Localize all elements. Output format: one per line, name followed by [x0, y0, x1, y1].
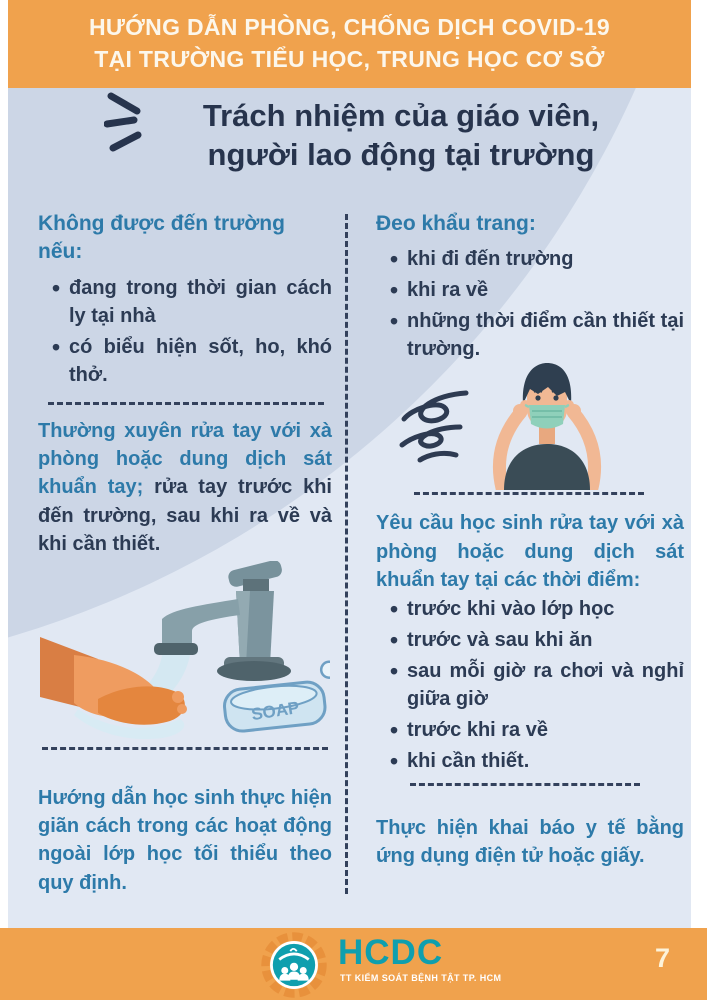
left-section2-rest: rửa tay trước khi đến trường, sau khi ra về và khi cần thiết. [38, 476, 332, 556]
right-column [376, 210, 684, 870]
right-section2-heading: Yêu cầu học sinh rửa tay với xà phòng hoặc dung dịch sát khuẩn tay tại các thời điểm: [376, 512, 684, 592]
shirt-graphic [504, 444, 590, 490]
header-line1: HƯỚNG DẪN PHÒNG, CHỐNG DỊCH COVID-19 [88, 14, 611, 41]
right-section3-paragraph: Thực hiện khai báo y tế bằng ứng dụng điện tử hoặc giấy. [376, 816, 684, 867]
dashed-divider [410, 783, 640, 786]
list-item: • có biểu hiện sốt, ho, khó thở. [52, 333, 332, 389]
hcdc-logo-text: HCDC [338, 933, 444, 972]
page-title [120, 96, 682, 174]
face-mask-graphic [525, 405, 569, 429]
left-section2-lead: Thường xuyên rửa tay với xà phòng hoặc dung dịch sát khuẩn tay; [38, 419, 332, 499]
list-item: • khi ra về [390, 276, 684, 304]
list-item: • sau mỗi giờ ra chơi và nghỉ giữa giờ [390, 657, 684, 713]
hcdc-logo [258, 930, 330, 1000]
page-title-line1: Trách nhiệm của giáo viên, [202, 98, 600, 133]
scribble-icon [394, 387, 478, 465]
left-section1-heading: Không được đến trường nếu: [38, 212, 285, 264]
list-item: • trước và sau khi ăn [390, 626, 684, 654]
list-item: • những thời điểm cần thiết tại trường. [390, 307, 684, 363]
list-item: • đang trong thời gian cách ly tại nhà [52, 274, 332, 330]
dashed-divider [48, 402, 324, 405]
soap-label: SOAP [249, 697, 301, 724]
header-banner [8, 0, 691, 88]
hcdc-logo-subtext: TT KIỂM SOÁT BỆNH TẬT TP. HCM [340, 973, 502, 983]
mask-person-illustration [486, 362, 608, 490]
right-section1-heading: Đeo khẩu trang: [376, 212, 536, 235]
left-column [38, 210, 332, 897]
dashed-divider [42, 747, 328, 750]
page-number: 7 [655, 943, 671, 973]
handwashing-illustration [40, 561, 330, 743]
header-line2: TẠI TRƯỜNG TIỂU HỌC, TRUNG HỌC CƠ SỞ [94, 46, 605, 72]
right-section2-bullets [376, 595, 684, 775]
right-section1-bullets [376, 245, 684, 363]
list-item: • trước khi ra về [390, 716, 684, 744]
left-section3-paragraph: Hướng dẫn học sinh thực hiện giãn cách trong các hoạt động ngoài lớp học tối thiểu theo quy định. [38, 786, 332, 894]
dashed-divider [414, 492, 644, 495]
mask-illustration-row [394, 362, 684, 490]
list-item: • khi cần thiết. [390, 747, 684, 775]
left-section2-paragraph [38, 417, 332, 559]
list-item: • trước khi vào lớp học [390, 595, 684, 623]
page-title-line2: người lao động tại trường [207, 137, 595, 173]
vertical-divider [345, 214, 348, 894]
left-section1-bullets [38, 274, 332, 389]
list-item: • khi đi đến trường [390, 245, 684, 273]
